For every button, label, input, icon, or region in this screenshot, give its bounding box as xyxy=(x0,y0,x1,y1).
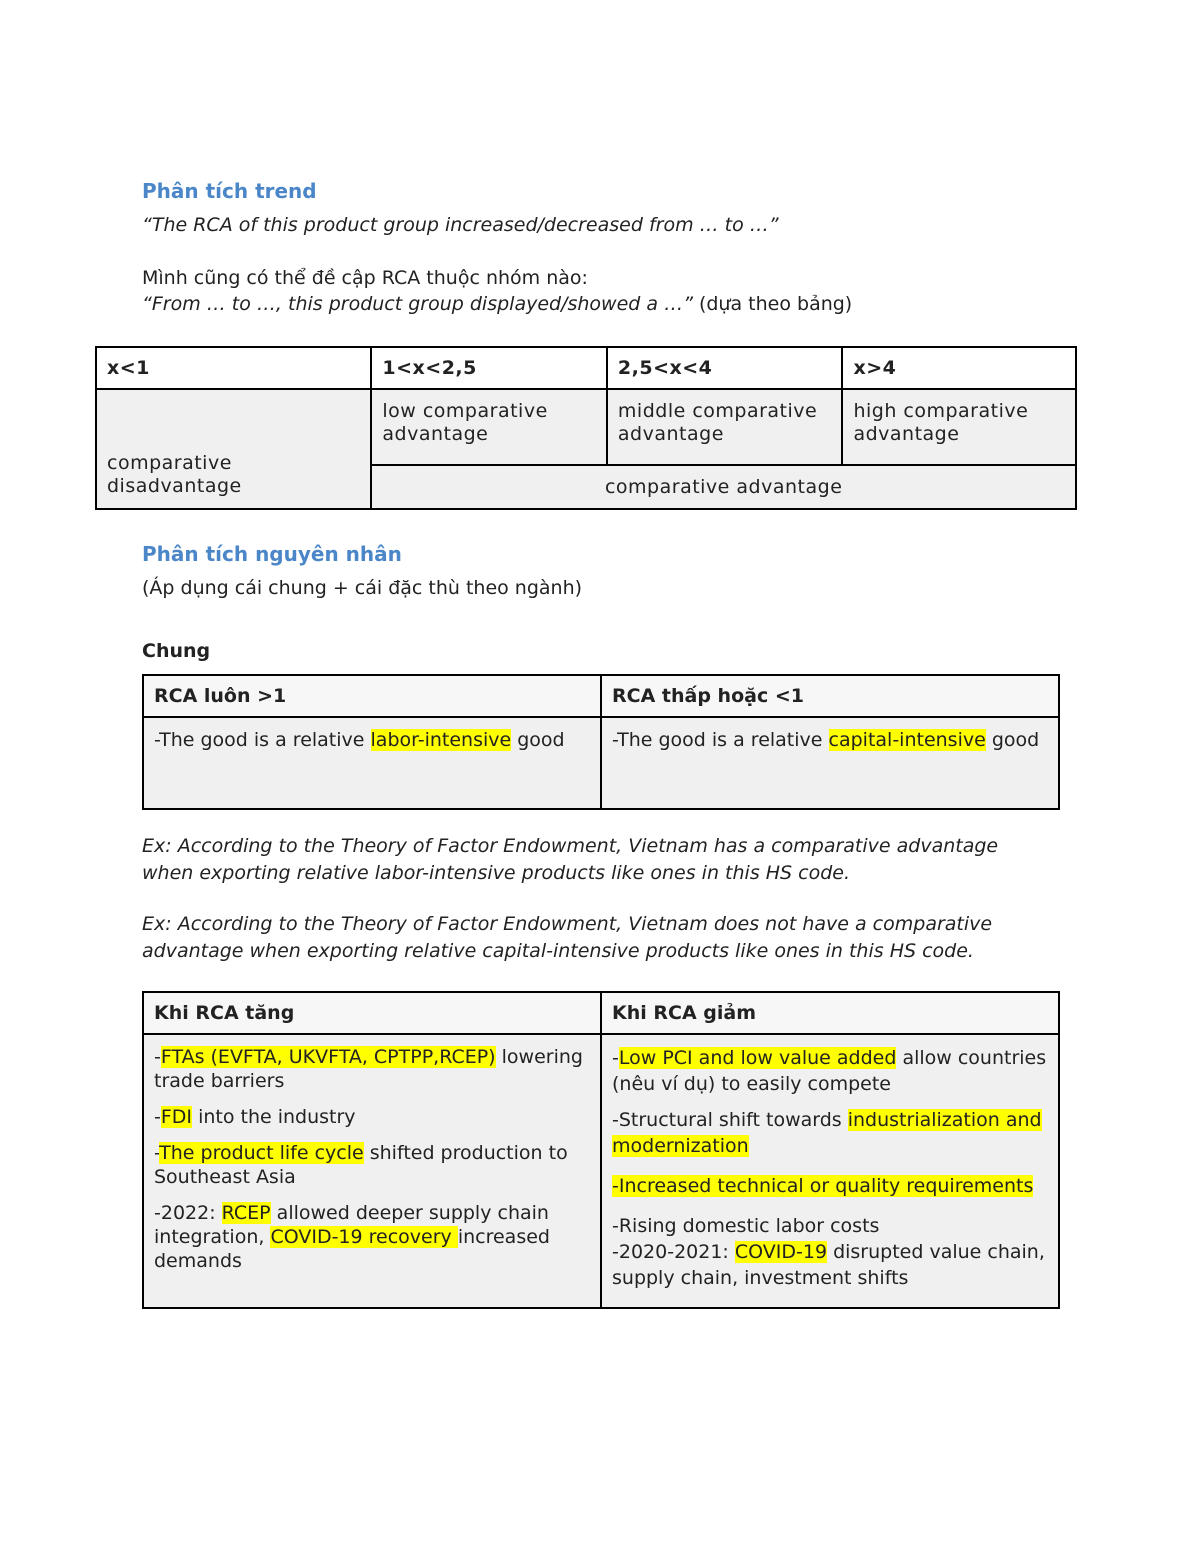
common-cell-high xyxy=(143,717,601,809)
rca-low-cell: low comparative advantage xyxy=(371,389,607,465)
pci-text: allow countries (nêu ví dụ) to easily compete xyxy=(612,1047,1047,1095)
common-header-low: RCA thấp hoặc <1 xyxy=(601,675,1059,717)
year-2022-text: -2022: xyxy=(154,1202,222,1224)
decrease-item-pci xyxy=(612,1045,1048,1097)
causes-note: (Áp dụng cái chung + cái đặc thù theo ngành) xyxy=(142,577,583,599)
common-low-highlight: capital-intensive xyxy=(828,729,986,751)
section-heading-trend: Phân tích trend xyxy=(142,179,317,203)
subheading-common: Chung xyxy=(142,640,211,662)
fta-highlight: FTAs (EVFTA, UKVFTA, CPTPP,RCEP) xyxy=(160,1046,496,1068)
decrease-reasons-cell xyxy=(601,1034,1059,1308)
decrease-item-covid xyxy=(612,1239,1048,1291)
year-2020-text: -2020-2021: xyxy=(612,1241,735,1263)
decrease-item-labor: -Rising domestic labor costs xyxy=(612,1215,880,1237)
covid-recovery-highlight: COVID-19 recovery xyxy=(270,1226,458,1248)
common-table xyxy=(142,674,1060,810)
industrialization-highlight: industrialization and modernization xyxy=(612,1109,1042,1157)
fdi-highlight: FDI xyxy=(160,1106,193,1128)
common-low-post: good xyxy=(985,729,1040,751)
common-header-high: RCA luôn >1 xyxy=(143,675,601,717)
trend-quote-2-text: “From … to …, this product group displayed/showed a …” xyxy=(142,293,693,315)
rca-disadvantage-cell: comparative disadvantage xyxy=(96,389,371,509)
trend-quote: “The RCA of this product group increased/decreased from … to …” xyxy=(142,214,779,236)
increase-item-fta xyxy=(154,1045,590,1093)
decrease-item-structural xyxy=(612,1107,1048,1159)
covid-text: disrupted value chain, supply chain, investment shifts xyxy=(612,1241,1045,1289)
increase-reasons-cell xyxy=(143,1034,601,1308)
common-cell-low xyxy=(601,717,1059,809)
structural-text: -Structural shift towards xyxy=(612,1109,848,1131)
increase-item-plc xyxy=(154,1141,590,1189)
change-header-increase: Khi RCA tăng xyxy=(143,992,601,1034)
decrease-item-quality xyxy=(612,1173,1048,1199)
rca-advantage-cell: comparative advantage xyxy=(371,465,1076,509)
trend-quote-2 xyxy=(142,293,852,315)
common-high-pre: -The good is a relative xyxy=(154,729,371,751)
rca-header-2: 1<x<2,5 xyxy=(371,347,607,389)
dash: - xyxy=(154,1046,161,1068)
quality-highlight: -Increased technical or quality requirements xyxy=(612,1175,1034,1197)
dash: - xyxy=(612,1047,619,1069)
common-high-highlight: labor-intensive xyxy=(370,729,512,751)
plc-highlight: The product life cycle xyxy=(159,1142,364,1164)
dash: - xyxy=(154,1106,161,1128)
common-low-pre: -The good is a relative xyxy=(612,729,829,751)
fdi-text: into the industry xyxy=(192,1106,356,1128)
rca-header-4: x>4 xyxy=(842,347,1076,389)
example-1: Ex: According to the Theory of Factor Endowment, Vietnam has a comparative advantage when exporting relative labor-intensive products like ones in this HS code. xyxy=(142,835,999,884)
rca-header-3: 2,5<x<4 xyxy=(607,347,843,389)
plc-text: shifted production to Southeast Asia xyxy=(154,1142,568,1188)
rca-high-cell: high comparative advantage xyxy=(842,389,1076,465)
demand-text: increased demands xyxy=(154,1226,550,1272)
rca-middle-cell: middle comparative advantage xyxy=(607,389,843,465)
section-heading-causes: Phân tích nguyên nhân xyxy=(142,542,402,566)
rca-threshold-table xyxy=(95,346,1077,510)
change-table xyxy=(142,991,1060,1309)
rca-header-1: x<1 xyxy=(96,347,371,389)
trend-note: Mình cũng có thể đề cập RCA thuộc nhóm nào: xyxy=(142,267,588,289)
example-2: Ex: According to the Theory of Factor Endowment, Vietnam does not have a comparative advantage when exporting relative capital-intensive products like ones in this HS code. xyxy=(142,913,993,962)
rcep-highlight: RCEP xyxy=(221,1202,271,1224)
pci-highlight: Low PCI and low value added xyxy=(618,1047,897,1069)
trend-quote-2-suffix: (dựa theo bảng) xyxy=(692,293,853,315)
increase-item-fdi xyxy=(154,1105,590,1129)
fta-text: lowering trade barriers xyxy=(154,1046,583,1092)
supply-chain-text: allowed deeper supply chain integration, xyxy=(154,1202,549,1248)
increase-item-2022 xyxy=(154,1201,590,1273)
change-header-decrease: Khi RCA giảm xyxy=(601,992,1059,1034)
covid-highlight: COVID-19 xyxy=(734,1241,828,1263)
common-high-post: good xyxy=(511,729,565,751)
dash: - xyxy=(154,1142,160,1164)
